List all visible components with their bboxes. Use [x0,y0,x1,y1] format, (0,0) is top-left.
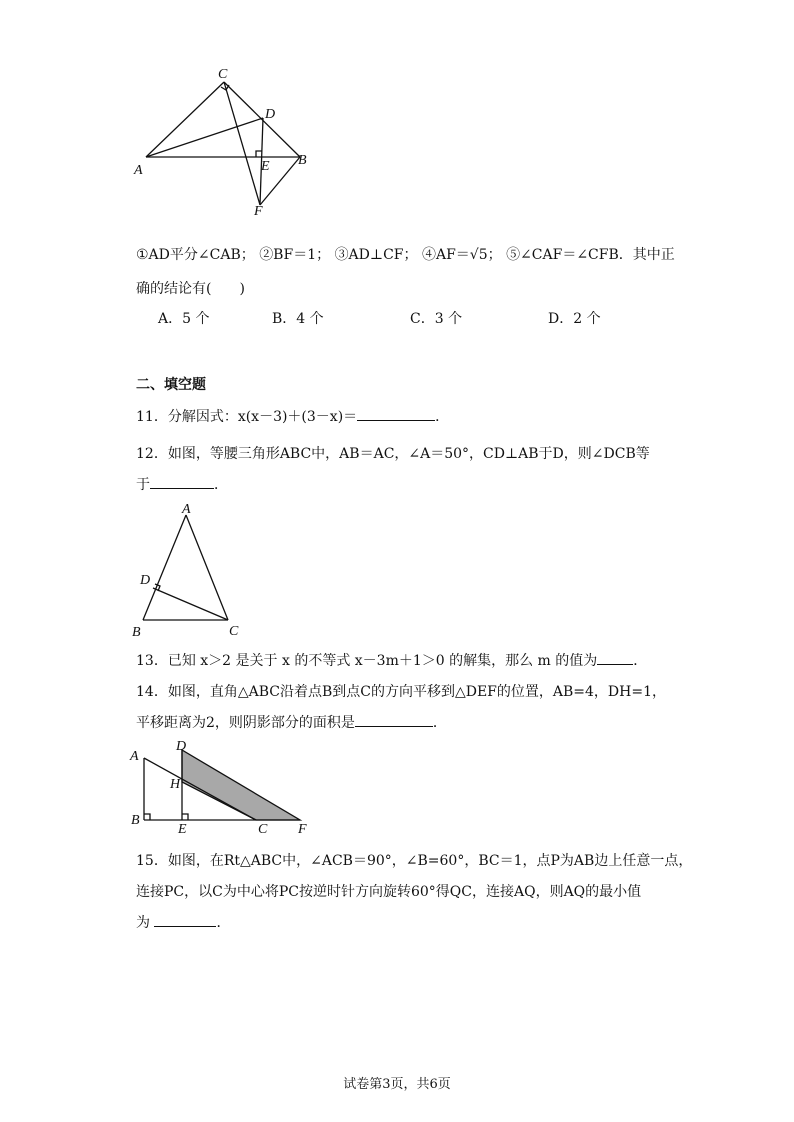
q12-line2 [136,474,228,494]
q10-label-f: F [254,204,263,219]
q10-option-d[interactable]: D．2 个 [548,311,601,327]
q11-end: ． [435,409,450,425]
q12-label-b: B [132,625,141,640]
q10-statement-line2: 确的结论有( ) [136,281,245,297]
q14-line2-text: 平移距离为2，则阴影部分的面积是 [136,715,355,731]
q10-statements [136,244,675,264]
q13-answer-blank[interactable] [597,650,633,665]
q12-label-d: D [140,573,151,588]
q12-line1: 12．如图，等腰三角形ABC中，AB＝AC，∠A＝50°，CD⊥AB于D，则∠DCB等 [136,446,650,462]
q13-end: ． [633,653,648,669]
q10-label-d: D [265,107,276,122]
section-heading: 二、填空题 [136,377,206,393]
q14-label-e: E [178,822,187,835]
q11-text: 11．分解因式：x(x－3)＋(3－x)＝ [136,409,358,425]
q14-answer-blank[interactable] [355,712,433,727]
q10-statement-1: ①AD平分∠CAB； [136,247,255,263]
q10-option-b[interactable]: B．4 个 [272,311,324,327]
q15-line2: 连接PC，以C为中心将PC按逆时针方向旋转60°得QC，连接AQ，则AQ的最小值 [136,884,642,900]
q10-statement-4: ④AF＝√5； [421,247,502,263]
q10-label-a: A [134,163,143,178]
q11 [136,406,449,426]
q10-option-c[interactable]: C．3 个 [410,311,463,327]
q14-label-d: D [176,740,187,754]
q13 [136,650,647,670]
q14-label-b: B [131,813,140,828]
q14-label-f: F [298,822,307,835]
q10-option-a[interactable]: A．5 个 [158,311,210,327]
q15-line3 [136,912,230,932]
q10-figure [130,60,320,220]
q14-label-a: A [130,749,139,764]
q11-answer-blank[interactable] [357,406,435,421]
q10-label-b: B [298,153,307,168]
q13-text: 13．已知 x＞2 是关于 x 的不等式 x－3m＋1＞0 的解集，那么 m 的值为 [136,653,598,669]
q12-label-c: C [229,624,239,639]
q10-label-c: C [218,67,228,82]
q10-label-e: E [261,159,270,174]
q10-statement-2: ②BF＝1； [259,247,331,263]
q14-end: ． [432,715,447,731]
q14-shaded-region [182,750,300,820]
q12-figure [130,500,250,640]
q12-answer-blank[interactable] [150,474,214,489]
q14-label-c: C [258,822,268,835]
q10-statement-5: ⑤∠CAF＝∠CFB．其中正 [506,247,675,263]
q14-figure [128,740,318,835]
q14-line2 [136,712,447,732]
q10-statement-3: ③AD⊥CF； [334,247,418,263]
q15-answer-blank[interactable] [154,912,216,927]
q12-label-a: A [182,502,191,517]
q15-end: ． [216,915,231,931]
q14-label-h: H [170,777,181,792]
q15-line1: 15．如图，在Rt△ABC中，∠ACB＝90°，∠B=60°，BC＝1，点P为AB边上任意一点， [136,853,693,869]
q14-line1: 14．如图，直角△ABC沿着点B到点C的方向平移到△DEF的位置，AB=4，DH=1， [136,684,666,700]
q12-end: ． [214,477,228,493]
q15-line3-text: 为 [136,915,150,931]
q12-line2-text: 于 [136,477,150,493]
page-footer: 试卷第3页，共6页 [343,1077,451,1092]
